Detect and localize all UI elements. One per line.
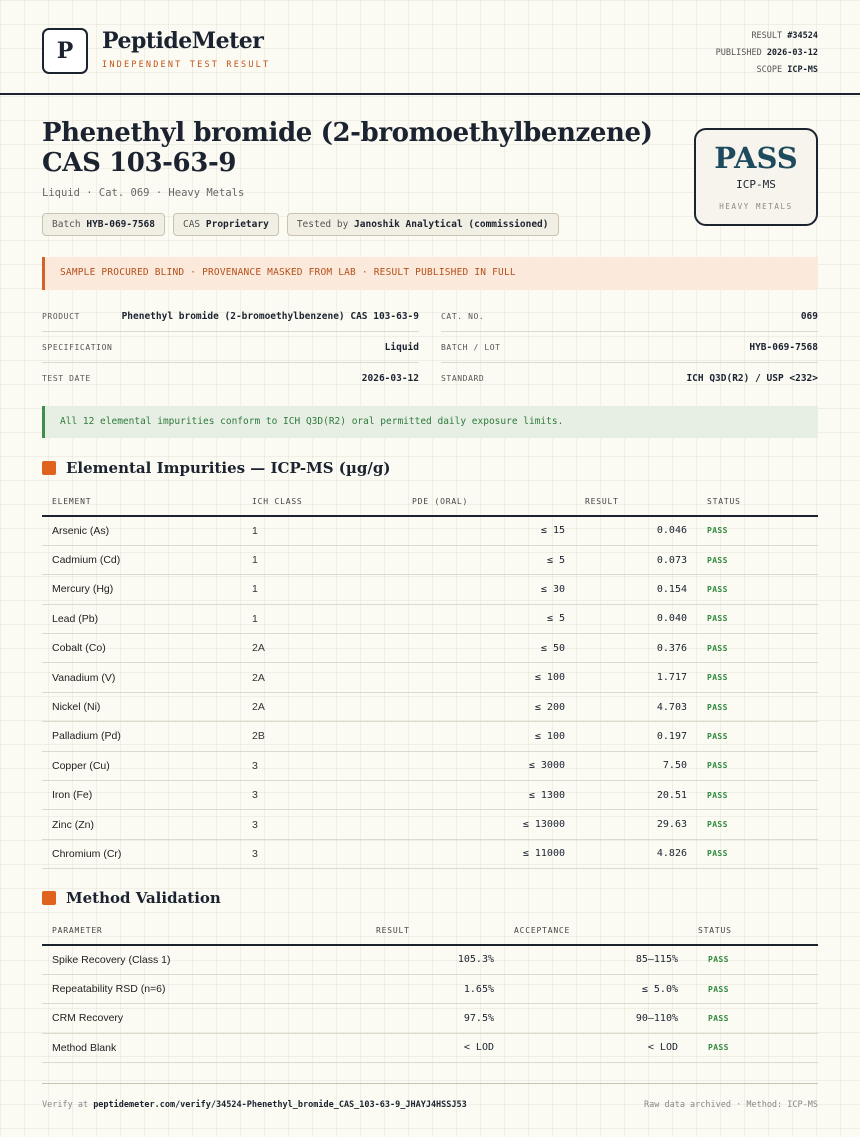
status-cell: PASS bbox=[697, 839, 818, 868]
status-cell: PASS bbox=[697, 634, 818, 663]
info-key: SPECIFICATION bbox=[42, 343, 113, 352]
batch-chip: Batch HYB-069-7568 bbox=[42, 213, 165, 236]
info-value: 069 bbox=[800, 311, 818, 322]
stamp-verdict: PASS bbox=[714, 141, 798, 175]
result-cell: 0.197 bbox=[575, 722, 697, 751]
ich-class-cell: 3 bbox=[242, 781, 402, 810]
table-row bbox=[42, 545, 818, 574]
result-cell: 0.073 bbox=[575, 545, 697, 574]
conformance-banner: All 12 elemental impurities conform to ICH Q3D(R2) oral permitted daily exposure limits. bbox=[42, 406, 818, 438]
table-row bbox=[42, 1004, 818, 1033]
pass-stamp bbox=[694, 128, 818, 226]
info-row-batch-lot bbox=[441, 332, 818, 363]
element-cell: Cadmium (Cd) bbox=[42, 545, 242, 574]
info-row-product bbox=[42, 301, 419, 332]
info-key: PRODUCT bbox=[42, 312, 80, 321]
cas-chip: CAS Proprietary bbox=[173, 213, 279, 236]
pde-cell: ≤ 50 bbox=[402, 634, 575, 663]
element-cell: Lead (Pb) bbox=[42, 604, 242, 633]
result-cell: 20.51 bbox=[575, 781, 697, 810]
chip-row bbox=[42, 213, 559, 236]
table-row bbox=[42, 810, 818, 839]
col-acceptance: ACCEPTANCE bbox=[504, 917, 688, 945]
col-pde: PDE (ORAL) bbox=[402, 488, 575, 516]
element-cell: Arsenic (As) bbox=[42, 516, 242, 545]
result-cell: 7.50 bbox=[575, 751, 697, 780]
status-cell: PASS bbox=[697, 516, 818, 545]
pde-cell: ≤ 5 bbox=[402, 545, 575, 574]
status-cell: PASS bbox=[697, 604, 818, 633]
pde-cell: ≤ 15 bbox=[402, 516, 575, 545]
pde-cell: ≤ 11000 bbox=[402, 839, 575, 868]
col-parameter: PARAMETER bbox=[42, 917, 292, 945]
element-cell: Iron (Fe) bbox=[42, 781, 242, 810]
blind-sample-banner: SAMPLE PROCURED BLIND · PROVENANCE MASKED FROM LAB · RESULT PUBLISHED IN FULL bbox=[42, 257, 818, 290]
product-title-line1: Phenethyl bromide (2-bromoethylbenzene) bbox=[42, 118, 653, 148]
stamp-method: ICP-MS bbox=[736, 178, 776, 191]
result-cell: 0.046 bbox=[575, 516, 697, 545]
pde-cell: ≤ 1300 bbox=[402, 781, 575, 810]
result-cell: 0.154 bbox=[575, 575, 697, 604]
validation-table bbox=[42, 917, 818, 1063]
validation-header-row bbox=[42, 917, 818, 945]
col-val-status: STATUS bbox=[688, 917, 818, 945]
parameter-cell: Method Blank bbox=[42, 1033, 292, 1062]
info-key: CAT. NO. bbox=[441, 312, 485, 321]
val-status-cell: PASS bbox=[688, 1004, 818, 1033]
element-cell: Copper (Cu) bbox=[42, 751, 242, 780]
validation-heading bbox=[42, 889, 221, 907]
acceptance-cell: 85–115% bbox=[504, 945, 688, 974]
brand-name: PeptideMeter bbox=[102, 28, 264, 54]
impurities-header-row bbox=[42, 488, 818, 516]
col-element: ELEMENT bbox=[42, 488, 242, 516]
table-row bbox=[42, 839, 818, 868]
info-value: ICH Q3D(R2) / USP <232> bbox=[686, 373, 818, 384]
pde-cell: ≤ 3000 bbox=[402, 751, 575, 780]
result-cell: 4.826 bbox=[575, 839, 697, 868]
ich-class-cell: 3 bbox=[242, 751, 402, 780]
product-title-line2: CAS 103-63-9 bbox=[42, 148, 237, 178]
ich-class-cell: 2A bbox=[242, 634, 402, 663]
validation-heading-text: Method Validation bbox=[66, 889, 221, 907]
impurities-heading-text: Elemental Impurities — ICP-MS (µg/g) bbox=[66, 459, 391, 477]
ich-class-cell: 2A bbox=[242, 692, 402, 721]
table-row bbox=[42, 751, 818, 780]
acceptance-cell: 90–110% bbox=[504, 1004, 688, 1033]
parameter-cell: Repeatability RSD (n=6) bbox=[42, 974, 292, 1003]
report-footer bbox=[42, 1083, 818, 1110]
table-row bbox=[42, 945, 818, 974]
result-cell: 0.376 bbox=[575, 634, 697, 663]
section-marker-icon bbox=[42, 891, 56, 905]
element-cell: Chromium (Cr) bbox=[42, 839, 242, 868]
info-key: TEST DATE bbox=[42, 374, 91, 383]
table-row bbox=[42, 722, 818, 751]
report-meta bbox=[716, 28, 818, 79]
col-result: RESULT bbox=[575, 488, 697, 516]
table-row bbox=[42, 1033, 818, 1062]
table-row bbox=[42, 634, 818, 663]
meta-published: PUBLISHED 2026-03-12 bbox=[715, 48, 818, 58]
table-row bbox=[42, 516, 818, 545]
table-row bbox=[42, 663, 818, 692]
element-cell: Palladium (Pd) bbox=[42, 722, 242, 751]
result-cell: 1.717 bbox=[575, 663, 697, 692]
pde-cell: ≤ 13000 bbox=[402, 810, 575, 839]
verify-link[interactable]: peptidemeter.com/verify/34524-Phenethyl_bromide_CAS_103-63-9_JHAYJ4HSSJ53 bbox=[93, 1100, 467, 1110]
val-status-cell: PASS bbox=[688, 945, 818, 974]
meta-scope: SCOPE ICP-MS bbox=[756, 65, 818, 75]
ich-class-cell: 2B bbox=[242, 722, 402, 751]
status-cell: PASS bbox=[697, 751, 818, 780]
element-cell: Zinc (Zn) bbox=[42, 810, 242, 839]
info-right-column bbox=[441, 301, 818, 394]
table-row bbox=[42, 604, 818, 633]
impurities-heading bbox=[42, 459, 390, 477]
archive-note: Raw data archived · Method: ICP-MS bbox=[644, 1100, 818, 1110]
acceptance-cell: ≤ 5.0% bbox=[504, 974, 688, 1003]
val-result-cell: 97.5% bbox=[292, 1004, 504, 1033]
info-left-column bbox=[42, 301, 419, 394]
info-row-standard bbox=[441, 363, 818, 394]
ich-class-cell: 1 bbox=[242, 516, 402, 545]
table-row bbox=[42, 575, 818, 604]
col-status: STATUS bbox=[697, 488, 818, 516]
pde-cell: ≤ 30 bbox=[402, 575, 575, 604]
table-row bbox=[42, 692, 818, 721]
verify-prefix: Verify at bbox=[42, 1100, 89, 1110]
status-cell: PASS bbox=[697, 545, 818, 574]
col-ich-class: ICH CLASS bbox=[242, 488, 402, 516]
status-cell: PASS bbox=[697, 663, 818, 692]
status-cell: PASS bbox=[697, 781, 818, 810]
pde-cell: ≤ 5 bbox=[402, 604, 575, 633]
brand-tagline: INDEPENDENT TEST RESULT bbox=[102, 60, 271, 70]
info-value: 2026-03-12 bbox=[361, 373, 419, 384]
ich-class-cell: 3 bbox=[242, 839, 402, 868]
val-status-cell: PASS bbox=[688, 974, 818, 1003]
meta-result: RESULT #34524 bbox=[751, 31, 818, 41]
parameter-cell: CRM Recovery bbox=[42, 1004, 292, 1033]
pde-cell: ≤ 200 bbox=[402, 692, 575, 721]
info-value: Liquid bbox=[384, 342, 419, 353]
table-row bbox=[42, 974, 818, 1003]
info-row-specification bbox=[42, 332, 419, 363]
val-result-cell: 1.65% bbox=[292, 974, 504, 1003]
product-subline: Liquid · Cat. 069 · Heavy Metals bbox=[42, 187, 245, 199]
col-val-result: RESULT bbox=[292, 917, 504, 945]
element-cell: Nickel (Ni) bbox=[42, 692, 242, 721]
val-status-cell: PASS bbox=[688, 1033, 818, 1062]
info-row-cat-no bbox=[441, 301, 818, 332]
stamp-category: HEAVY METALS bbox=[719, 202, 793, 211]
info-value: Phenethyl bromide (2-bromoethylbenzene) CAS 103-63-9 bbox=[121, 311, 419, 322]
status-cell: PASS bbox=[697, 575, 818, 604]
report-header bbox=[0, 0, 860, 95]
parameter-cell: Spike Recovery (Class 1) bbox=[42, 945, 292, 974]
brand-logo: P bbox=[42, 28, 88, 74]
tested-by-chip: Tested by Janoshik Analytical (commissioned) bbox=[287, 213, 559, 236]
result-cell: 29.63 bbox=[575, 810, 697, 839]
ich-class-cell: 1 bbox=[242, 604, 402, 633]
status-cell: PASS bbox=[697, 692, 818, 721]
ich-class-cell: 2A bbox=[242, 663, 402, 692]
element-cell: Cobalt (Co) bbox=[42, 634, 242, 663]
ich-class-cell: 1 bbox=[242, 575, 402, 604]
element-cell: Vanadium (V) bbox=[42, 663, 242, 692]
val-result-cell: < LOD bbox=[292, 1033, 504, 1062]
info-row-test-date bbox=[42, 363, 419, 394]
pde-cell: ≤ 100 bbox=[402, 722, 575, 751]
val-result-cell: 105.3% bbox=[292, 945, 504, 974]
status-cell: PASS bbox=[697, 810, 818, 839]
result-cell: 4.703 bbox=[575, 692, 697, 721]
info-key: BATCH / LOT bbox=[441, 343, 501, 352]
acceptance-cell: < LOD bbox=[504, 1033, 688, 1062]
table-row bbox=[42, 781, 818, 810]
info-key: STANDARD bbox=[441, 374, 485, 383]
info-value: HYB-069-7568 bbox=[749, 342, 818, 353]
ich-class-cell: 3 bbox=[242, 810, 402, 839]
impurities-table bbox=[42, 488, 818, 869]
section-marker-icon bbox=[42, 461, 56, 475]
product-title bbox=[42, 118, 662, 178]
element-cell: Mercury (Hg) bbox=[42, 575, 242, 604]
status-cell: PASS bbox=[697, 722, 818, 751]
pde-cell: ≤ 100 bbox=[402, 663, 575, 692]
result-cell: 0.040 bbox=[575, 604, 697, 633]
ich-class-cell: 1 bbox=[242, 545, 402, 574]
